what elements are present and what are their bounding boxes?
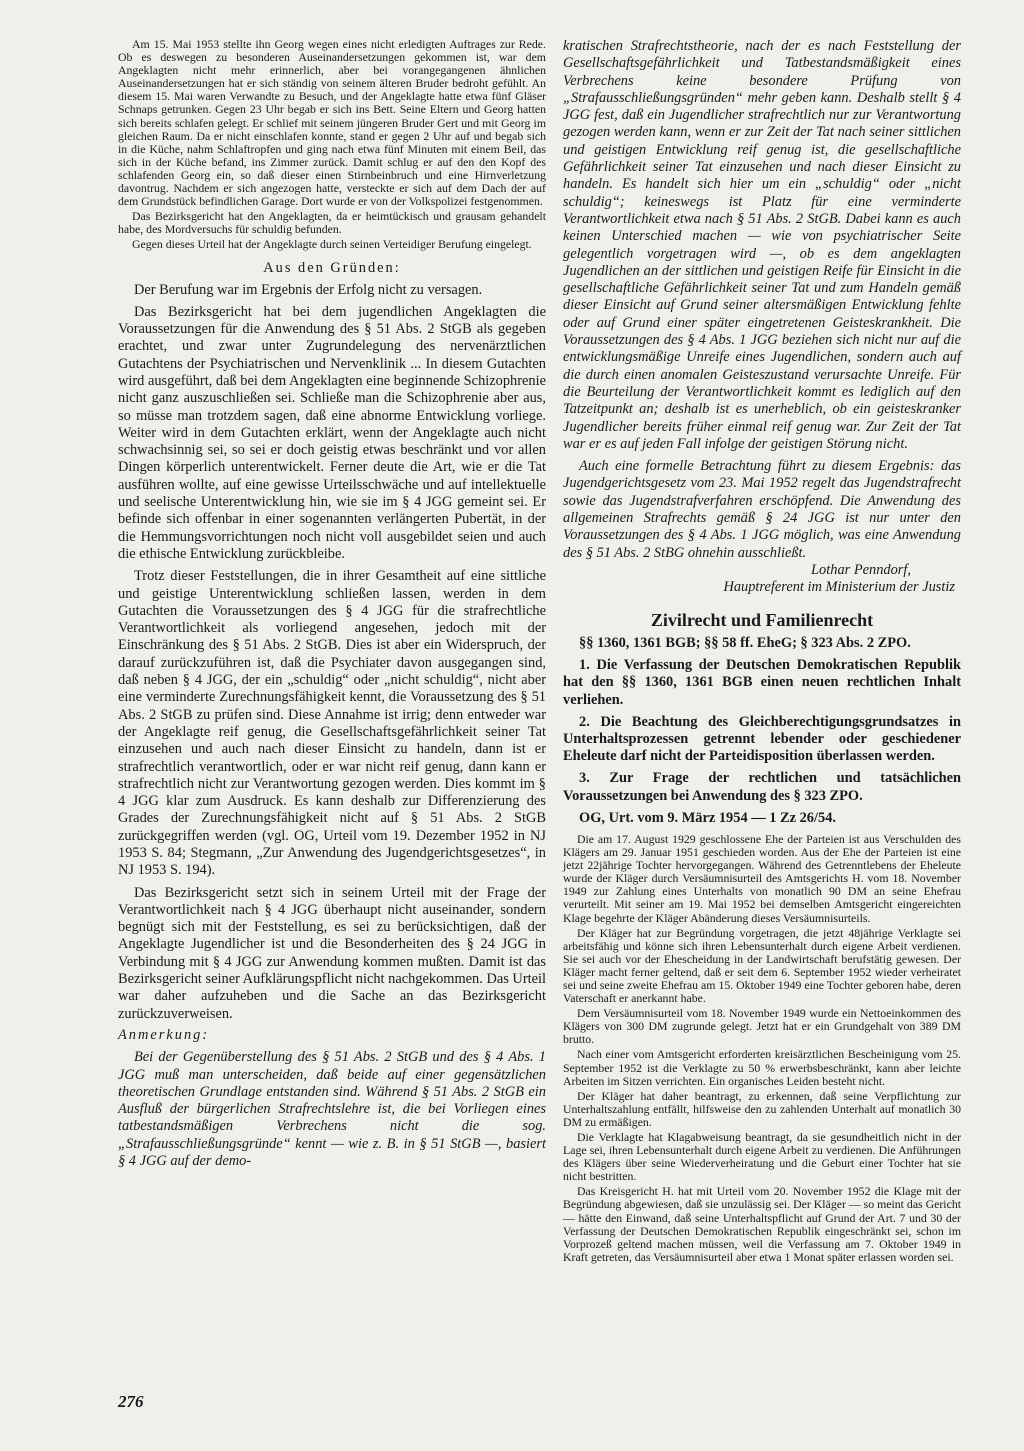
note-paragraph: Bei der Gegenüberstellung des § 51 Abs. 2 StGB und des § 4 Abs. 1 JGG muß man unterscheiden, daß beide auf einer gegensätzlichen theoretischen Grundlage entstanden sind. Während § 51 Abs. 2 StGB ein Ausfluß der bürgerlichen Strafrechtslehre ist, die bei Vorliegen eines tatbestandsmäßigen Verbrechens nicht die sog. „Strafausschließungsgründe“ kennt — wie z. B. in § 51 StGB —, basiert § 4 JGG auf der demo- [118,1049,546,1170]
case-paragraph: Der Kläger hat daher beantragt, zu erkennen, daß seine Verpflichtung zur Unterhaltszahlung entfällt, hilfsweise den zu zahlenden Unterhalt auf monatlich 30 DM zu ermäßigen. [563,1088,961,1129]
reasons-block [118,282,546,1023]
author-role: Hauptreferent im Ministerium der Justiz [723,578,955,595]
facts-paragraph: Am 15. Mai 1953 stellte ihn Georg wegen eines nicht erledigten Auftrages zur Rede. Ob es deswegen zu besonderen Auseinandersetzungen gekommen ist, war dem Angeklagten nicht mehr erinnerlich, aber bei vorangegangenen ähnlichen Auseinandersetzungen hat er sich ständig von seinem älteren Bruder bedroht gefühlt. An diesem 15. Mai waren Verwandte zu Besuch, und der Angeklagte hatte etwa fünf Gläser Schnaps getrunken. Gegen 23 Uhr begab er sich ins Bett. Seine Eltern und Georg hatten sich bereits schlafen gelegt. Er schlief mit seinem jüngeren Bruder Gert und mit Georg im gleichen Raum. Da er nicht einschlafen konnte, stand er gegen 2 Uhr auf und begab sich in die Küche, nahm Schlaftropfen und ging nach etwa fünf Minuten mit einem Beil, das sich in der Küche befand, ins Zimmer zurück. Damit schlug er auf den den Kopf des schlafenden Georg ein, so daß dieser einen Stirnbeinbruch und eine Hirnverletzung davontrug. Nachdem er sich angezogen hatte, versteckte er sich auf dem Dach der auf dem Grundstück befindlichen Garage. Dort wurde er von der Volkspolizei festgenommen. [118,37,546,209]
thesis: 1. Die Verfassung der Deutschen Demokratischen Republik hat den §§ 1360, 1361 BGB einen neuen rechtlichen Inhalt verliehen. [563,657,961,708]
page-number: 276 [118,1392,144,1411]
note-block [118,1027,546,1170]
reasons-paragraph: Das Bezirksgericht hat bei dem jugendlichen Angeklagten die Voraussetzungen für die Anwendung des § 51 Abs. 2 StGB als gegeben erachtet, und zwar unter Zugrundelegung des nervenärztlichen Gutachtens der Psychiatrischen und Nervenklinik ... In diesem Gutachten wird ausgeführt, daß bei dem Angeklagten eine beginnende Schizophrenie nicht ganz auszuschließen sei. Schließe man die Schizophrenie aber aus, so müsse man trotzdem sagen, daß eine abnorme Entwicklung vorliege. Weiter wird in dem Gutachten erklärt, wenn der Angeklagte auch nicht schwachsinnig sei, so sei er doch geistig etwas beschränkt und vor allen Dingen körperlich unterentwickelt. Ferner deute die Art, wie er die Tat ausführen wollte, auf eine gewisse Urteilsschwäche und auf intellektuelle und seelische Unterentwicklung hin, wie sie im § 4 JGG gemeint sei. Er befinde sich offenbar in einer sogenannten verlängerten Pubertät, in der die Hemmungsvorrichtungen noch nicht voll ausgebildet seien und auch die ethische Entwicklung zurückbleibe. [118,303,546,562]
reasons-paragraph: Trotz dieser Feststellungen, die in ihrer Gesamtheit auf eine sittliche und geistige Unterentwicklung schließen lassen, werden in dem Gutachten die Voraussetzungen des § 4 JGG für die strafrechtliche Verantwortlichkeit als vorliegend angesehen, jedoch mit der Einschränkung des § 51 Abs. 2 StGB. Dies ist aber ein Widerspruch, der darauf zurückzuführen ist, daß die Psychiater davon ausgegangen sind, daß neben § 4 JGG, der ein „schuldig“ oder „nicht schuldig“, nicht aber eine verminderte Zurechnungsfähigkeit kennt, die Voraussetzung des § 51 Abs. 2 StGB zu prüfen sind. Diese Annahme ist irrig; denn entweder war der Angeklagte reif genug, die Gesellschaftsgefährlichkeit seiner Tat einzusehen und auch nach dieser Einsicht zu handeln, dann ist er strafrechtlich verantwortlich, oder er war nicht reif genug, dann kann er strafrechtlich nicht zur Verantwortung gezogen werden. Dies kommt im § 4 JGG klar zum Ausdruck. Es kann deshalb zur Differenzierung des Grades der Zurechnungsfähigkeit nicht auf § 51 Abs. 2 StGB zurückgegriffen werden (vgl. OG, Urteil vom 19. Dezember 1952 in NJ 1953 S. 84; Stegmann, „Zur Anwendung des Jugendgerichtsgesetzes“, in NJ 1953 S. 194). [118,568,546,879]
author-name: Lothar Penndorf, [811,561,911,578]
thesis: 3. Zur Frage der rechtlichen und tatsächlichen Voraussetzungen bei Anwendung des § 323 ZPO. [563,770,961,804]
note-continuation [563,38,961,562]
note-heading: Anmerkung: [118,1026,210,1043]
section-title: Zivilrecht und Familienrecht [650,609,874,630]
left-column [118,38,546,1170]
thesis: 2. Die Beachtung des Gleichberechtigungsgrundsatzes in Unterhaltsprozessen getrennt lebender oder geschiedener Eheleute darf nicht der Parteidisposition überlassen werden. [563,713,961,765]
case-paragraph: Dem Versäumnisurteil vom 18. November 1949 wurde ein Nettoeinkommen des Klägers von 300 DM zugrunde gelegt. Jetzt hat er ein Grundgehalt von 389 DM brutto. [563,1006,961,1047]
case-paragraph: Nach einer vom Amtsgericht erforderten kreisärztlichen Bescheinigung vom 25. September 1952 ist die Verklagte zu 50 % erwerbsbeschränkt, kann aber leichte Arbeiten im Sitzen verrichten. Ein organisches Leiden besteht nicht. [563,1047,961,1088]
case-paragraph: Die am 17. August 1929 geschlossene Ehe der Parteien ist aus Verschulden des Klägers am 29. Januar 1951 geschieden worden. Aus der Ehe der Parteien ist eine jetzt 22jährige Tochter hervorgegangen. Während des Getrenntlebens der Eheleute wurde der Kläger durch Versäumnisurteil des Amtsgerichts H. vom 18. November 1949 zur Zahlung eines Unterhalts von monatlich 90 DM an seine Ehefrau verurteilt. Mit seiner am 19. Mai 1952 bei demselben Amtsgericht eingereichten Klage begehrte der Kläger Abänderung dieses Versäumnisurteils. [563,831,961,925]
case-paragraph: Das Kreisgericht H. hat mit Urteil vom 20. November 1952 die Klage mit der Begründung abgewiesen, daß sie unzulässig sei. Der Kläger — so meint das Gericht — hätte den Einwand, daß seine Unterhaltspflicht auf Grund der Art. 7 und 30 der Verfassung der Deutschen Demokratischen Republik eingeschränkt sei, schon im Vorprozeß geltend machen müssen, weil die Verfassung am 7. Oktober 1949 in Kraft getreten, das Versäumnisurteil aber etwa 1 Monat später erlassen worden sei. [563,1184,961,1264]
facts-block [118,38,546,252]
facts-paragraph: Gegen dieses Urteil hat der Angeklagte durch seinen Verteidiger Berufung eingelegt. [132,237,532,252]
note-paragraph: kratischen Strafrechtstheorie, nach der es nach Feststellung der Gesellschaftsgefährlichkeit und Tatbestandsmäßigkeit eines Verbrechens keine besondere Prüfung von „Strafausschließungsgründen“ mehr geben kann. Deshalb stellt § 4 JGG fest, daß ein Jugendlicher strafrechtlich nur zur Verantwortung gezogen werden kann, wenn er zur Zeit der Tat nach seiner sittlichen und geistigen Entwicklung reif genug ist, die gesellschaftliche Gefährlichkeit seiner Tat einzusehen und nach dieser Einsicht zu handeln. Es handelt sich hier um ein „schuldig“ oder „nicht schuldig“; keineswegs ist Platz für eine verminderte Verantwortlichkeit etwa nach § 51 Abs. 2 StGB. Dabei kann es auch keinen Unterschied machen — wie von psychiatrischer Seite gelegentlich vorgetragen wird —, ob es dem angeklagten Jugendlichen an der sittlichen und geistigen Reife für Einsicht in die gesellschaftliche Gefährlichkeit seiner Tat und zum Handeln gemäß dieser Einsicht auf Grund seiner altersmäßigen Entwicklung fehlte oder auf Grund einer später eingetretenen Geisteskrankheit. Die Voraussetzungen des § 4 Abs. 1 JGG beziehen sich nicht nur auf die entwicklungsmäßige Unreife eines Jugendlichen, sondern auch auf die durch einen anomalen Geisteszustand verursachte Unreife. Für die Beurteilung der Verantwortlichkeit kommt es lediglich auf den Tatzeitpunkt an; deshalb ist es unerheblich, ob ein geisteskranker Jugendlicher bereits früher einmal reif genug war. Zur Zeit der Tat war er es auf jeden Fall infolge der geistigen Störung nicht. [563,38,961,452]
citation: OG, Urt. vom 9. März 1954 — 1 Zz 26/54. [579,809,836,826]
reasons-paragraph: Das Bezirksgericht setzt sich in seinem Urteil mit der Frage der Verantwortlichkeit nach § 4 JGG überhaupt nicht auseinander, sondern begnügt sich mit der Feststellung, es sei zu berücksichtigen, daß der Angeklagte Jugendlicher ist und die Besonderheiten des § 24 JGG in Verbindung mit § 4 JGG zur Anwendung kommen mußten. Damit ist das Bezirksgericht seiner Aufklärungspflicht nicht nachgekommen. Das Urteil war daher aufzuheben und die Sache an das Bezirksgericht zurückzuverweisen. [118,884,546,1022]
case-facts-block [563,833,961,1264]
headnote-block [563,635,961,827]
case-paragraph: Die Verklagte hat Klagabweisung beantragt, da sie gesundheitlich nicht in der Lage sei, ihren Lebensunterhalt durch eigene Arbeit zu verdienen. Die Anführungen des Klägers über seine Wiederverheiratung und die Geburt einer Tochter hat sie nicht bestritten. [563,1130,961,1184]
norms-line: §§ 1360, 1361 BGB; §§ 58 ff. EheG; § 323 Abs. 2 ZPO. [579,634,911,651]
reasons-heading: Aus den Gründen: [263,259,401,276]
right-column [563,38,961,1264]
reasons-paragraph: Der Berufung war im Ergebnis der Erfolg nicht zu versagen. [134,281,483,298]
case-paragraph: Der Kläger hat zur Begründung vorgetragen, die jetzt 48jährige Verklagte sei arbeitsfähig und könne sich ihren Lebensunterhalt durch eigene Arbeit verdienen. Sie sei auch vor der Ehescheidung in der Landwirtschaft berufstätig gewesen. Der Kläger macht ferner geltend, daß er seit dem 6. September 1952 wieder verheiratet sei und seine zweite Ehefrau am 15. Oktober 1949 eine Tochter geboren habe, deren Vaterschaft er anerkannt habe. [563,925,961,1006]
facts-paragraph: Das Bezirksgericht hat den Angeklagten, da er heimtückisch und grausam gehandelt habe, des Mordversuchs für schuldig befunden. [118,209,546,237]
note-paragraph: Auch eine formelle Betrachtung führt zu diesem Ergebnis: das Jugendgerichtsgesetz vom 23. Mai 1952 regelt das Jugendstrafrecht sowie das Jugendstrafverfahren erschöpfend. Die Anwendung des allgemeinen Strafrechts gemäß § 24 JGG ist nur unter den Voraussetzungen des § 4 Abs. 1 JGG möglich, was eine Anwendung des § 51 Abs. 2 StBG ohnehin ausschließt. [563,458,961,561]
